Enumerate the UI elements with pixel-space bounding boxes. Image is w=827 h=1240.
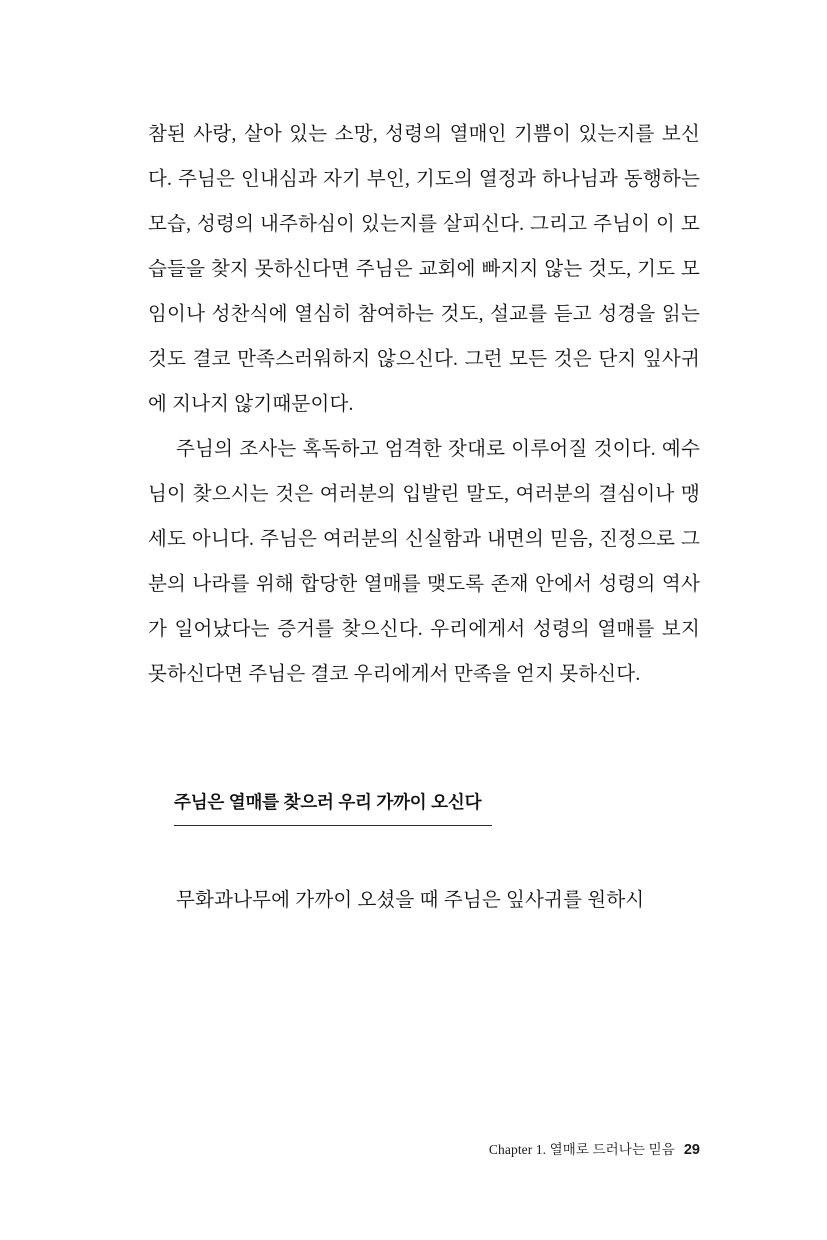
page-content (148, 112, 700, 923)
paragraph: 무화과나무에 가까이 오셨을 때 주님은 잎사귀를 원하시 (176, 890, 645, 911)
paragraph: 주님의 조사는 혹독하고 엄격한 잣대로 이루어질 것이다. 예수님이 찾으시는 것은 여러분의 입발린 말도, 여러분의 결심이나 맹세도 아니다. 주님은 여러분의 신실함과 내면의 믿음, 진정으로 그분의 나라를 위해 합당한 열매를 맺도록 존재 안에서 성령의 역사가 일어났다는 증거를 찾으신다. 우리에게서 성령의 열매를 보지 못하신다면 주님은 결코 우리에게서 만족을 얻지 못하신다. (148, 439, 700, 685)
page-footer (148, 1138, 700, 1158)
footer-chapter-label: Chapter 1. 열매로 드러나는 믿음 (488, 1142, 675, 1157)
footer-page-number: 29 (683, 1142, 700, 1158)
section-heading-block (148, 789, 488, 826)
section-heading: 주님은 열매를 찾으러 우리 가까이 오신다 (174, 792, 482, 812)
paragraph: 참된 사랑, 살아 있는 소망, 성령의 열매인 기쁨이 있는지를 보신다. 주님은 인내심과 자기 부인, 기도의 열정과 하나님과 동행하는 모습, 성령의 내주하심이 있는지를 살피신다. 그리고 주님이 이 모습들을 찾지 못하신다면 주님은 교회에 빠지지 않는 것도, 기도 모임이나 성찬식에 열심히 참여하는 것도, 설교를 듣고 성경을 읽는 것도 결코 만족스러워하지 않으신다. 그런 모든 것은 단지 잎사귀에 지나지 않기때문이다. (148, 124, 700, 415)
heading-divider (174, 825, 492, 826)
